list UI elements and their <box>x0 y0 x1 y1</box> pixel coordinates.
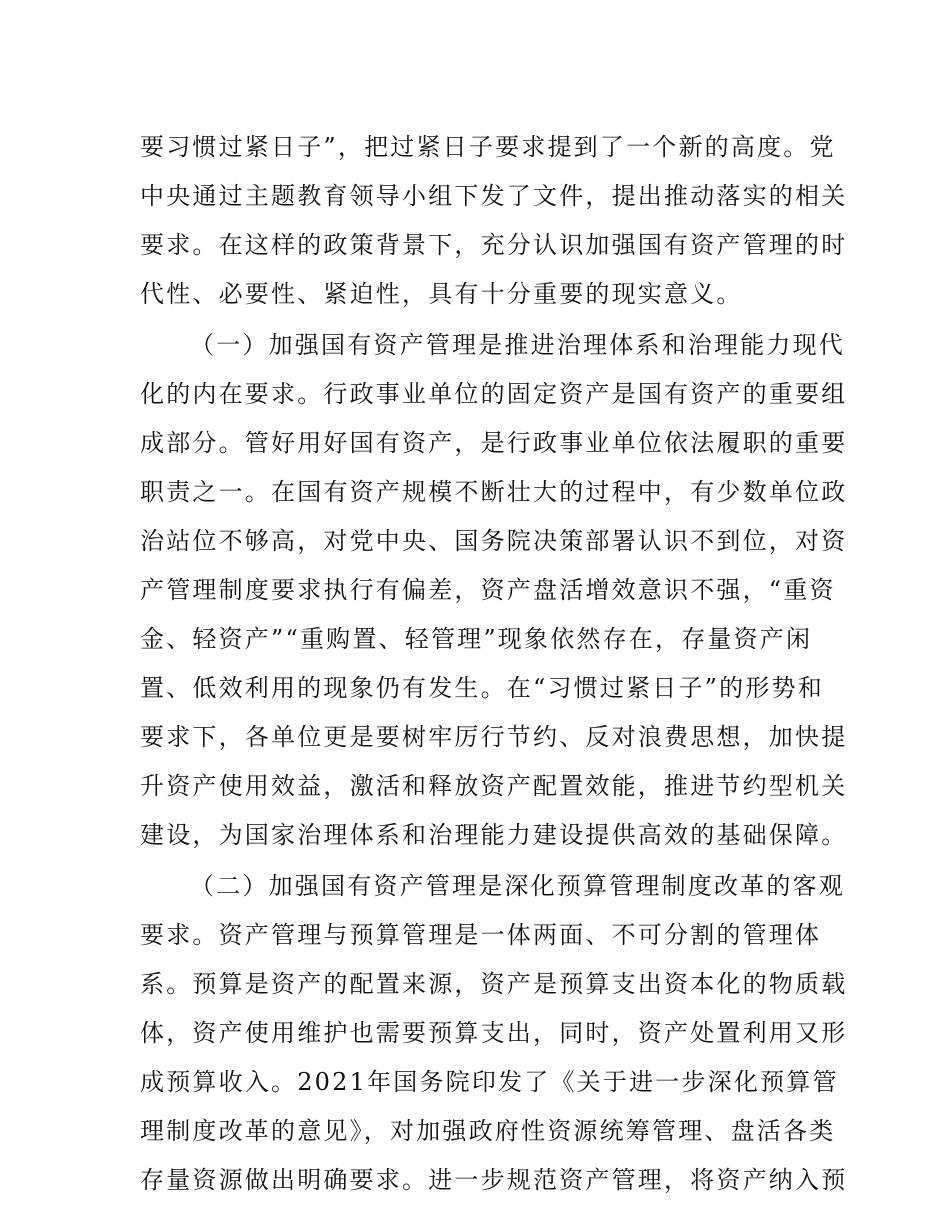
text-line <box>0 521 950 561</box>
line-text: 化的内在要求。行政事业单位的固定资产是国有资产的重要组 <box>140 380 848 408</box>
line-text: 金、轻资产”“重购置、轻管理”现象依然存在，存量资产闲 <box>140 625 813 653</box>
line-text: 建设，为国家治理体系和治理能力建设提供高效的基础保障。 <box>140 821 848 849</box>
line-text: 成预算收入。2021年国务院印发了《关于进一步深化预算管 <box>140 1068 839 1096</box>
text-line <box>0 1062 950 1102</box>
line-text: （二）加强国有资产管理是深化预算管理制度改革的客观 <box>190 872 845 900</box>
line-text: 中央通过主题教育领导小组下发了文件，提出推动落实的相关 <box>140 182 848 210</box>
text-line <box>0 225 950 265</box>
text-line <box>0 766 950 806</box>
paragraph-first-line <box>0 866 950 906</box>
text-line <box>0 423 950 463</box>
text-line <box>0 374 950 414</box>
line-text: 治站位不够高，对党中央、国务院决策部署认识不到位，对资 <box>140 527 848 555</box>
text-line <box>0 570 950 610</box>
text-line <box>0 915 950 955</box>
text-line <box>0 717 950 757</box>
text-line <box>0 472 950 512</box>
line-text: 要求。在这样的政策背景下，充分认识加强国有资产管理的时 <box>140 231 848 259</box>
text-line <box>0 176 950 216</box>
line-text: 理制度改革的意见》，对加强政府性资源统筹管理、盘活各类 <box>140 1117 836 1145</box>
line-text: 成部分。管好用好国有资产，是行政事业单位依法履职的重要 <box>140 429 848 457</box>
text-line <box>0 274 950 314</box>
line-text: 置、低效利用的现象仍有发生。在“习惯过紧日子”的形势和 <box>140 674 824 702</box>
line-text: 系。预算是资产的配置来源，资产是预算支出资本化的物质载 <box>140 970 848 998</box>
line-text: 升资产使用效益，激活和释放资产配置效能，推进节约型机关 <box>140 772 848 800</box>
text-line <box>0 1111 950 1151</box>
text-line <box>0 964 950 1004</box>
line-text: 存量资源做出明确要求。进一步规范资产管理，将资产纳入预 <box>140 1166 848 1194</box>
line-text: （一）加强国有资产管理是推进治理体系和治理能力现代 <box>190 331 845 359</box>
line-text: 体，资产使用维护也需要预算支出，同时，资产处置利用又形 <box>140 1019 848 1047</box>
text-line <box>0 668 950 708</box>
paragraph-first-line <box>0 325 950 365</box>
text-line <box>0 619 950 659</box>
line-text: 代性、必要性、紧迫性，具有十分重要的现实意义。 <box>140 280 743 308</box>
text-line <box>0 1160 950 1200</box>
line-text: 职责之一。在国有资产规模不断壮大的过程中，有少数单位政 <box>140 478 848 506</box>
text-line <box>0 815 950 855</box>
text-line <box>0 127 950 167</box>
line-text: 要求下，各单位更是要树牢厉行节约、反对浪费思想，加快提 <box>140 723 848 751</box>
text-line <box>0 1013 950 1053</box>
line-text: 要求。资产管理与预算管理是一体两面、不可分割的管理体 <box>140 921 822 949</box>
line-text: 要习惯过紧日子”，把过紧日子要求提到了一个新的高度。党 <box>140 133 836 161</box>
line-text: 产管理制度要求执行有偏差，资产盘活增效意识不强，“重资 <box>140 576 836 604</box>
